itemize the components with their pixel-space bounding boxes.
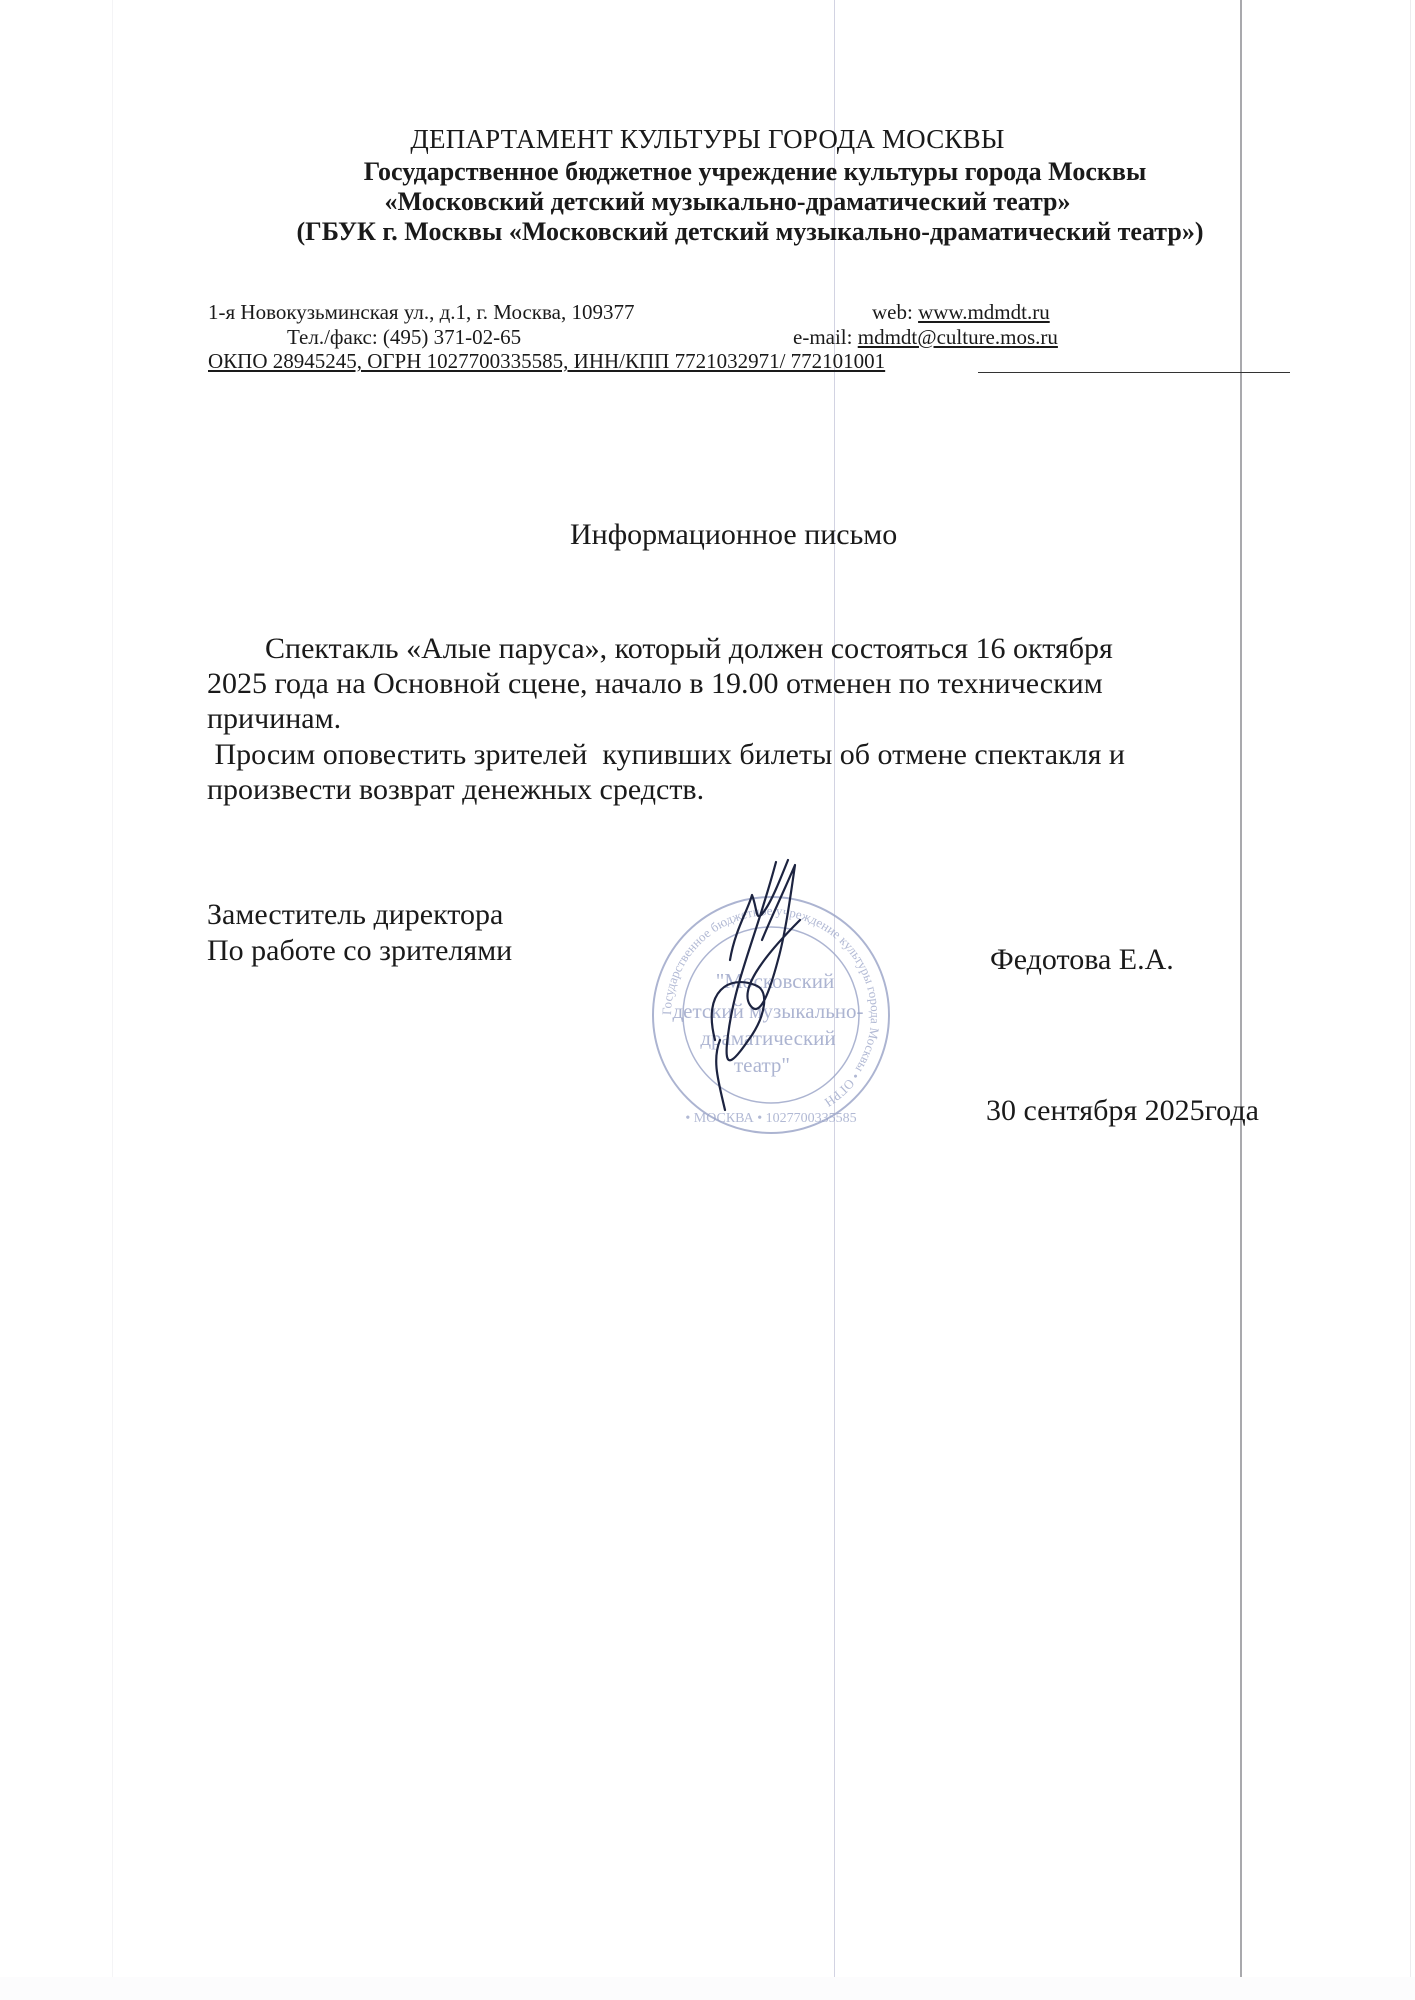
- signatory-position: Заместитель директора: [207, 898, 504, 931]
- institution-name: Государственное бюджетное учреждение культуры города Москвы: [363, 157, 1147, 186]
- registry-underline: [978, 372, 1290, 373]
- body-line: произвести возврат денежных средств.: [207, 773, 705, 806]
- institution-short-name: (ГБУК г. Москвы «Московский детский музыкально-драматический театр»): [296, 217, 1204, 246]
- web-label: web:: [872, 300, 919, 324]
- scan-bottom-margin: [0, 1977, 1415, 2000]
- body-line: Просим оповестить зрителей купивших билеты об отмене спектакля и: [207, 738, 1125, 771]
- stamp-center-line: детский музыкально-: [672, 999, 864, 1023]
- registry-numbers: [208, 349, 885, 374]
- email-label: e-mail:: [793, 325, 858, 349]
- email: [793, 325, 1058, 350]
- email-link[interactable]: mdmdt@culture.mos.ru: [857, 325, 1058, 349]
- web-link[interactable]: www.mdmdt.ru: [918, 300, 1050, 324]
- signatory-name: Федотова Е.А.: [990, 943, 1174, 976]
- phone-fax: Тел./факс: (495) 371-02-65: [287, 325, 522, 349]
- scan-line-edge: [1410, 0, 1411, 1977]
- stamp-center-line: драматический: [700, 1026, 836, 1050]
- body-line: 2025 года на Основной сцене, начало в 19.00 отменен по техническим: [207, 667, 1103, 700]
- registry-text: ОКПО 28945245, ОГРН 1027700335585, ИНН/КПП 7721032971/ 772101001: [208, 349, 886, 373]
- body-line: причинам.: [207, 702, 342, 735]
- official-stamp: [640, 840, 910, 1150]
- address: 1-я Новокузьминская ул., д.1, г. Москва, 109377: [208, 300, 635, 324]
- theatre-name: «Московский детский музыкально-драматический театр»: [384, 187, 1071, 216]
- scan-line-right: [1240, 0, 1242, 1977]
- stamp-bottom-text: • МОСКВА • 1027700335585: [685, 1111, 857, 1126]
- website: [872, 300, 1050, 325]
- document-date: 30 сентября 2025года: [986, 1094, 1259, 1127]
- department-name: ДЕПАРТАМЕНТ КУЛЬТУРЫ ГОРОДА МОСКВЫ: [410, 124, 1005, 154]
- stamp-center-line: "Московский: [715, 969, 835, 993]
- signatory-department: По работе со зрителями: [207, 934, 513, 967]
- scan-line-left: [112, 0, 113, 1977]
- stamp-center-line: театр": [733, 1053, 791, 1077]
- stamp-ring-textpath: Государственное бюджетное учреждение культуры города Москвы • ОГРН: [658, 902, 884, 1111]
- body-line: Спектакль «Алые паруса», который должен состояться 16 октября: [265, 632, 1113, 665]
- document-title: Информационное письмо: [570, 518, 898, 551]
